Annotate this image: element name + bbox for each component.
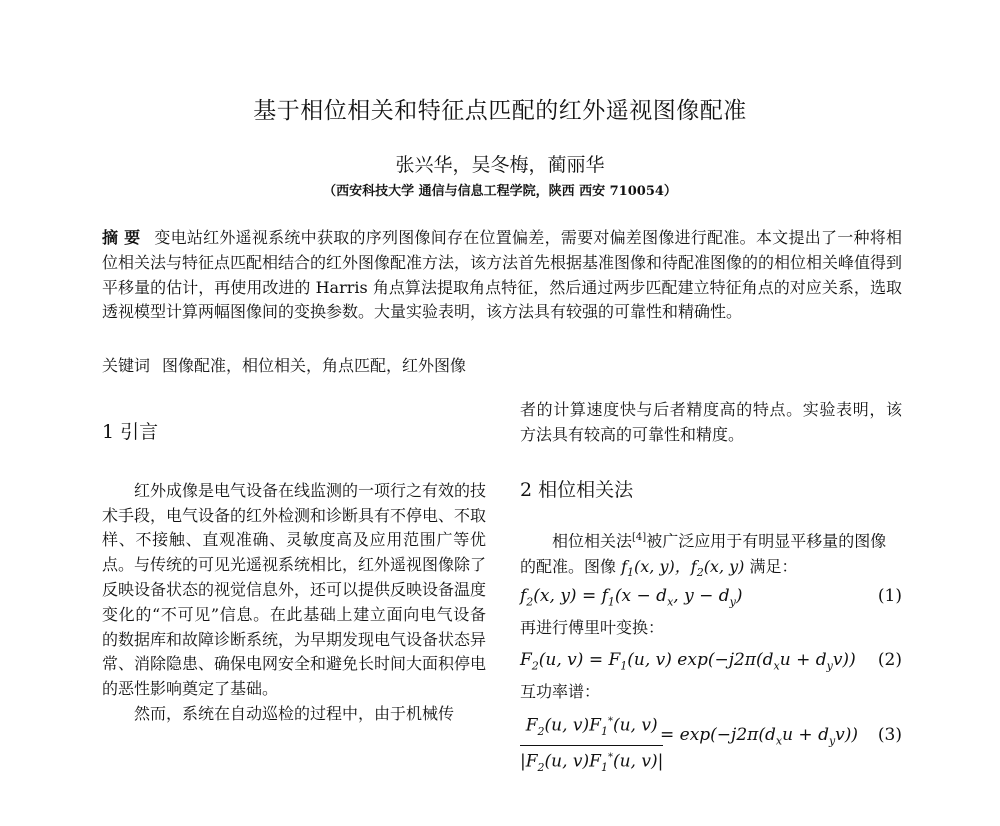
equation-3-number: (3) [877,725,902,746]
cross-power-label: 互功率谱： [520,682,601,702]
intro-text-c: 满足： [749,556,798,576]
right-column [520,398,902,826]
continued-text: 者的计算速度快与后者精度高的特点。实验表明，该方法具有较高的可靠性和精度。 [520,400,902,444]
abstract [102,226,902,325]
abstract-label: 摘 要 [102,228,141,247]
section-2-heading: 2 相位相关法 [520,478,634,501]
affiliation: （西安科技大学 通信与信息工程学院，陕西 西安 710054） [323,184,677,199]
section-1-paragraph-2: 然而，系统在自动巡检的过程中，由于机械传 [134,703,455,723]
fourier-label: 再进行傅里叶变换： [520,618,665,638]
equation-2: $F_2(u$, $v) = F_1(u$, v) $\exp(-j2\pi(d_xu + d_yv))$ (2) [520,650,902,673]
image-functions: $f_1(x$, y)，$f_2(x$, y) [621,556,745,579]
abstract-text: 变电站红外遥视系统中获取的序列图像间存在位置偏差，需要对偏差图像进行配准。本文提出了一种将相位相关法与特征点匹配相结合的红外图像配准方法，该方法首先根据基准图像和待配准图像的的相位相关峰值得到平移量的估计，再使用改进的 Harris 角点算法提取角点特征，然后通过两步匹配建立特征角点的对应关系，选取透视模型计算两幅图像间的变换参数。大量实验表明，该方法具有较强的可靠性和精确性。 [102,228,903,322]
equation-2-number: (2) [877,650,902,671]
intro-text-a: 相位相关法 [552,531,633,551]
keywords [102,353,902,376]
left-column [102,420,486,727]
author-list: 张兴华，吴冬梅，蔺丽华 [395,154,605,176]
equation-3: $F_2(u$, $v)F_1^*(u$, v) $|F_2(u$, $v)F_1^*(u$, v)| = $\exp(-j2\pi(d_xu + d_yv))$ (3) [520,710,902,770]
section-2-intro [520,526,902,585]
citation-ref: [4] [632,532,647,544]
section-1-paragraph-1: 红外成像是电气设备在线监测的一项行之有效的技术手段，电气设备的红外检测和诊断具有不停电、不取样、不接触、直观准确、灵敏度高及应用范围广等优点。与传统的可见光遥视系统相比，红外遥视图像除了反映设备状态的视觉信息外，还可以提供反映设备温度变化的“不可见”信息。在此基础上建立面向电气设备的数据库和故障诊断系统，为早期发现电气设备状态异常、消除隐患、确保电网安全和避免长时间大面积停电的恶性影响奠定了基础。 [102,480,487,699]
keywords-label: 关键词 [102,356,151,375]
equation-3-fraction: $F_2(u$, $v)F_1^*(u$, v) $|F_2(u$, $v)F_1^*(u$, v)| [520,710,663,781]
equation-1-number: (1) [877,586,902,607]
section-1-heading: 1 引言 [102,421,159,443]
equation-1: $f_2(x$, $y) = f_1(x - d_x$, $y - d_y$) (1) [520,586,902,609]
paper-title: 基于相位相关和特征点匹配的红外遥视图像配准 [253,98,747,124]
keywords-text: 图像配准，相位相关，角点匹配，红外图像 [162,356,467,375]
intro-text-b: 被广泛应用于有明显平移量的图像的配准。图像 [520,531,887,576]
